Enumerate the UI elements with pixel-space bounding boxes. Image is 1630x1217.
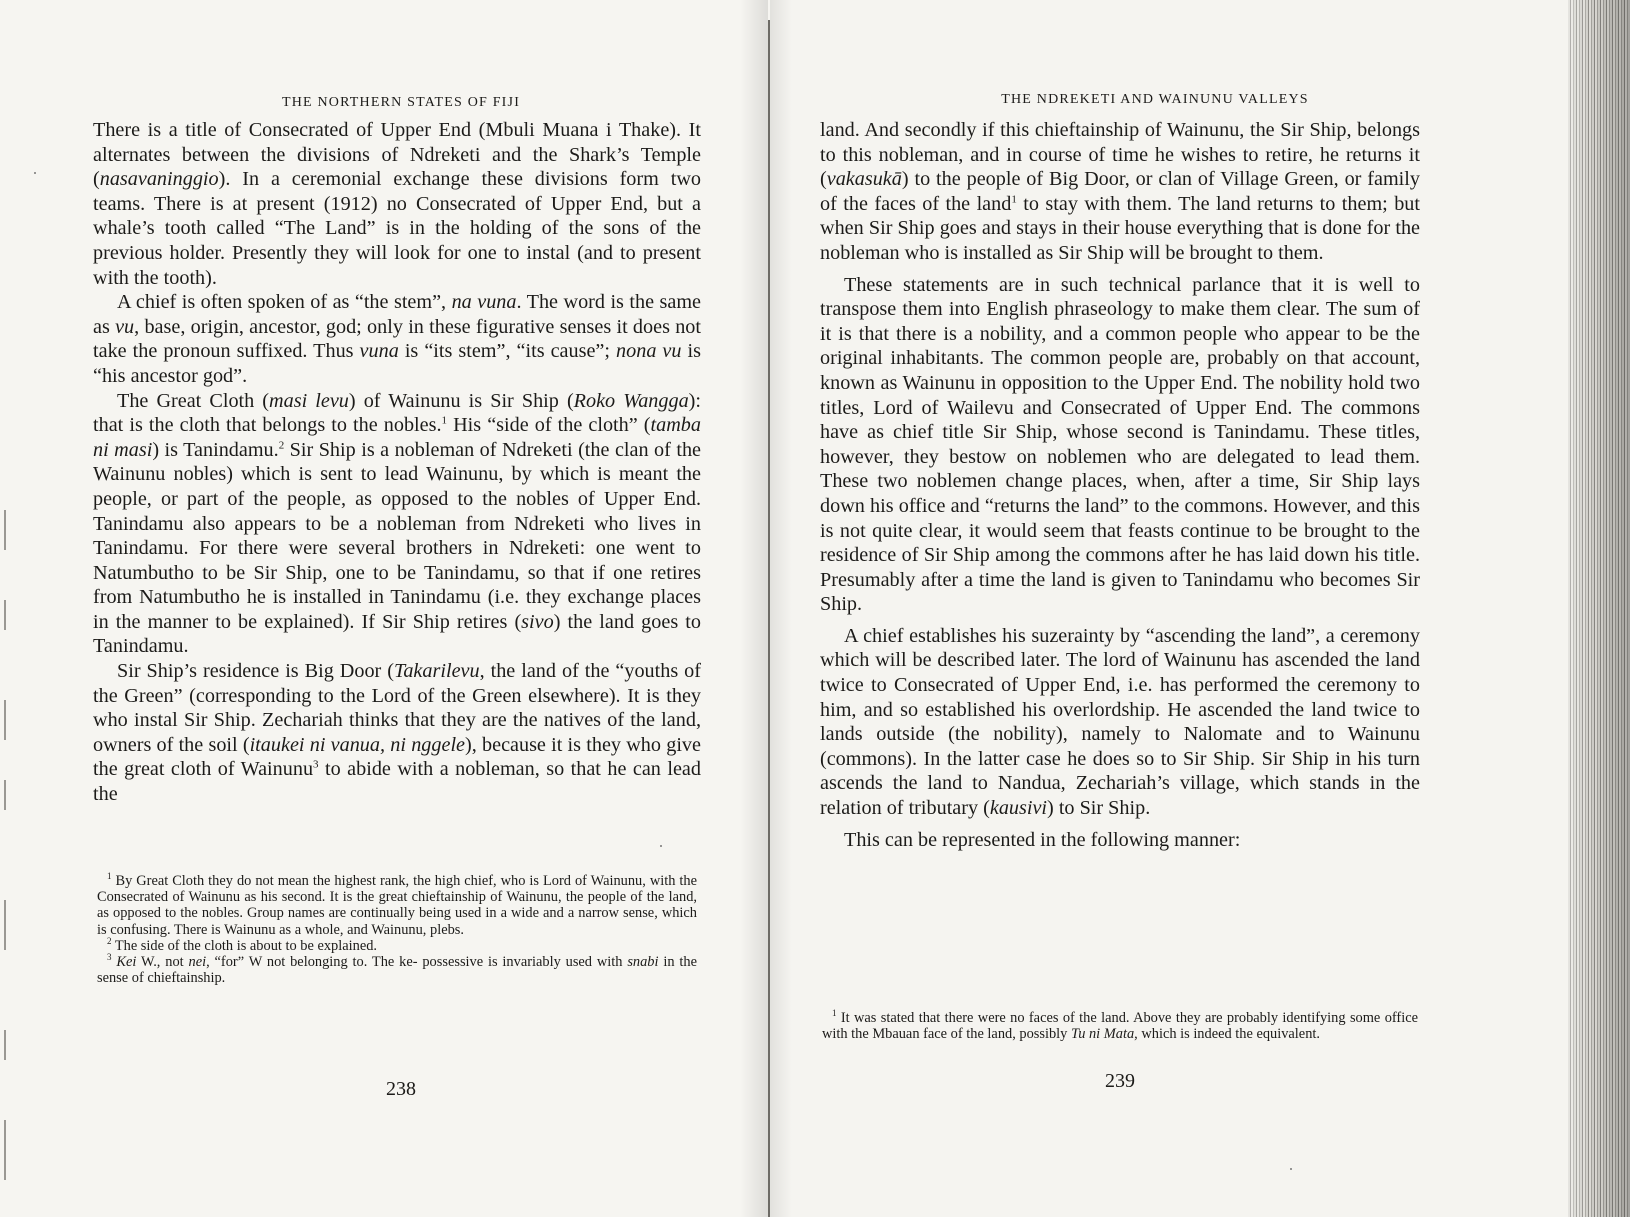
paragraph: A chief is often spoken of as “the stem”, na vuna. The word is the same as vu, base, origin, ancestor, god; only in these figurative senses it does not take the pronoun suffixed. Thus vuna is “its stem”, “its cause”; nona vu is “his ancestor god”. [93, 291, 701, 387]
margin-mark [4, 510, 6, 550]
right-footnotes [822, 1010, 1418, 1042]
margin-mark [4, 1030, 6, 1060]
footnote-marker: 1 [441, 414, 448, 427]
left-footnotes [97, 873, 697, 986]
margin-mark [4, 900, 6, 950]
footnote-marker: 1 [1011, 193, 1017, 206]
paragraph: This can be represented in the following manner: [844, 828, 1241, 851]
page-number-left: 238 [386, 1078, 416, 1100]
left-page [0, 0, 770, 1217]
footnote-marker: 2 [278, 438, 285, 451]
gutter-shadow-right [770, 0, 792, 1217]
footnote: $^2$ The side of the cloth is about to be explained. [107, 936, 377, 954]
running-head-left: THE NORTHERN STATES OF FIJI [281, 95, 521, 110]
left-body-text [93, 118, 701, 807]
dust-speck [34, 172, 36, 174]
margin-mark [4, 780, 6, 810]
right-page [770, 0, 1630, 1217]
page-number-right: 239 [1105, 1070, 1135, 1092]
margin-mark [4, 700, 6, 740]
book-page-edges-shade [1568, 0, 1630, 1217]
paragraph: There is a title of Consecrated of Upper End (Mbuli Muana i Thake). It alternates between the divisions of Ndreketi and the Shark’s Temple (nasavaninggio). In a ceremonial exchange these divisions form two teams. There is at present (1912) no Consecrated of Upper End, but a whale’s tooth called “The Land” is in the holding of the sons of the previous holder. Presently they will look for one to instal (and to present with the tooth). [93, 119, 701, 289]
footnote-marker: 3 [313, 758, 319, 771]
running-head-right: THE NDREKETI AND WAINUNU VALLEYS [1001, 92, 1309, 107]
margin-mark [4, 600, 6, 630]
gutter-shadow [740, 0, 768, 1217]
right-body-text [820, 118, 1420, 852]
dust-speck [660, 845, 662, 847]
paragraph: The Great Cloth (masi levu) of Wainunu is Sir Ship (Roko Wangga): that is the cloth that belongs to the nobles.$^1$ His “side of the cloth” (tamba ni masi) is Tanindamu.$^2$ Sir Ship is a nobleman of Ndreketi (the clan of the Wainunu nobles) which is sent to lead Wainunu, by which is meant the people, or part of the people, as opposed to the nobles of Upper End. Tanindamu also appears to be a nobleman from Ndreketi who lives in Tanindamu. For there were several brothers in Ndreketi: one went to Natumbutho to be Sir Ship, one to be Tanindamu, so that if one retires from Natumbutho he is installed in Tanindamu (i.e. they exchange places in the manner to be explained). If Sir Ship retires (sivo) the land goes to Tanindamu. [93, 389, 702, 658]
footnote: $^1$ It was stated that there were no faces of the land. Above they are probably identifying some office with the Mbauan face of the land, possibly Tu ni Mata, which is indeed the equivalent. [822, 1008, 1418, 1043]
paragraph: A chief establishes his suzerainty by “ascending the land”, a ceremony which will be described later. The lord of Wainunu has ascended the land twice to Consecrated of Upper End, i.e. has performed the ceremony to him, and so established his overlordship. He ascended the land twice to lands outside (the nobility), namely to Nalomate and to Wainunu (commons). In the latter case he does so to Sir Ship. Sir Ship in his turn ascends the land to Nandua, Zechariah’s village, which stands in the relation of tributary (kausivi) to Sir Ship. [820, 624, 1420, 820]
paragraph: These statements are in such technical parlance that it is well to transpose them into English phraseology to make them clear. The sum of it is that there is a nobility, and a common people who appear to be the original inhabitants. The common people are, probably on that account, known as Wainunu in opposition to the Upper End. The nobility hold two titles, Lord of Wailevu and Consecrated of Upper End. The commons have as chief title Sir Ship, whose second is Tanindamu. These titles, however, they bestow on noblemen who are delegated to lead them. These two noblemen change places, when, after a time, Sir Ship lays down his office and “returns the land” to the commons. However, and this is not quite clear, it would seem that feasts continue to be brought to the residence of Sir Ship among the commons after he has laid down his title. Presumably after a time the land is given to Tanindamu who becomes Sir Ship. [820, 273, 1420, 616]
paragraph: Sir Ship’s residence is Big Door (Takarilevu, the land of the “youths of the Green” (corresponding to the Lord of the Green elsewhere). It is they who instal Sir Ship. Zechariah thinks that they are the natives of the land, owners of the soil (itaukei ni vanua, ni nggele), because it is they who give the great cloth of Wainunu$^3$ to abide with a nobleman, so that he can lead the [93, 660, 701, 806]
footnote: $^3$ Kei W., not nei, “for” W not belonging to. The ke- possessive is invariably used with snabi in the sense of chieftainship. [97, 952, 697, 987]
footnote: $^1$ By Great Cloth they do not mean the highest rank, the high chief, who is Lord of Wainunu, with the Consecrated of Wainunu as his second. It is the great chieftainship of Wainunu, the people of the land, as opposed to the nobles. Group names are continually being used in a wide and a narrow sense, which is confusing. There is Wainunu as a whole, and Wainunu, plebs. [97, 871, 697, 938]
margin-mark [4, 1120, 6, 1180]
dust-speck [1290, 1168, 1292, 1170]
paragraph: land. And secondly if this chieftainship of Wainunu, the Sir Ship, belongs to this nobleman, and in course of time he wishes to retire, he returns it (vakasukā) to the people of Big Door, or clan of Village Green, or family of the faces of the land$^1$ to stay with them. The land returns to them; but when Sir Ship goes and stays in their house everything that is done for the nobleman who is installed as Sir Ship will be brought to them. [820, 119, 1420, 264]
